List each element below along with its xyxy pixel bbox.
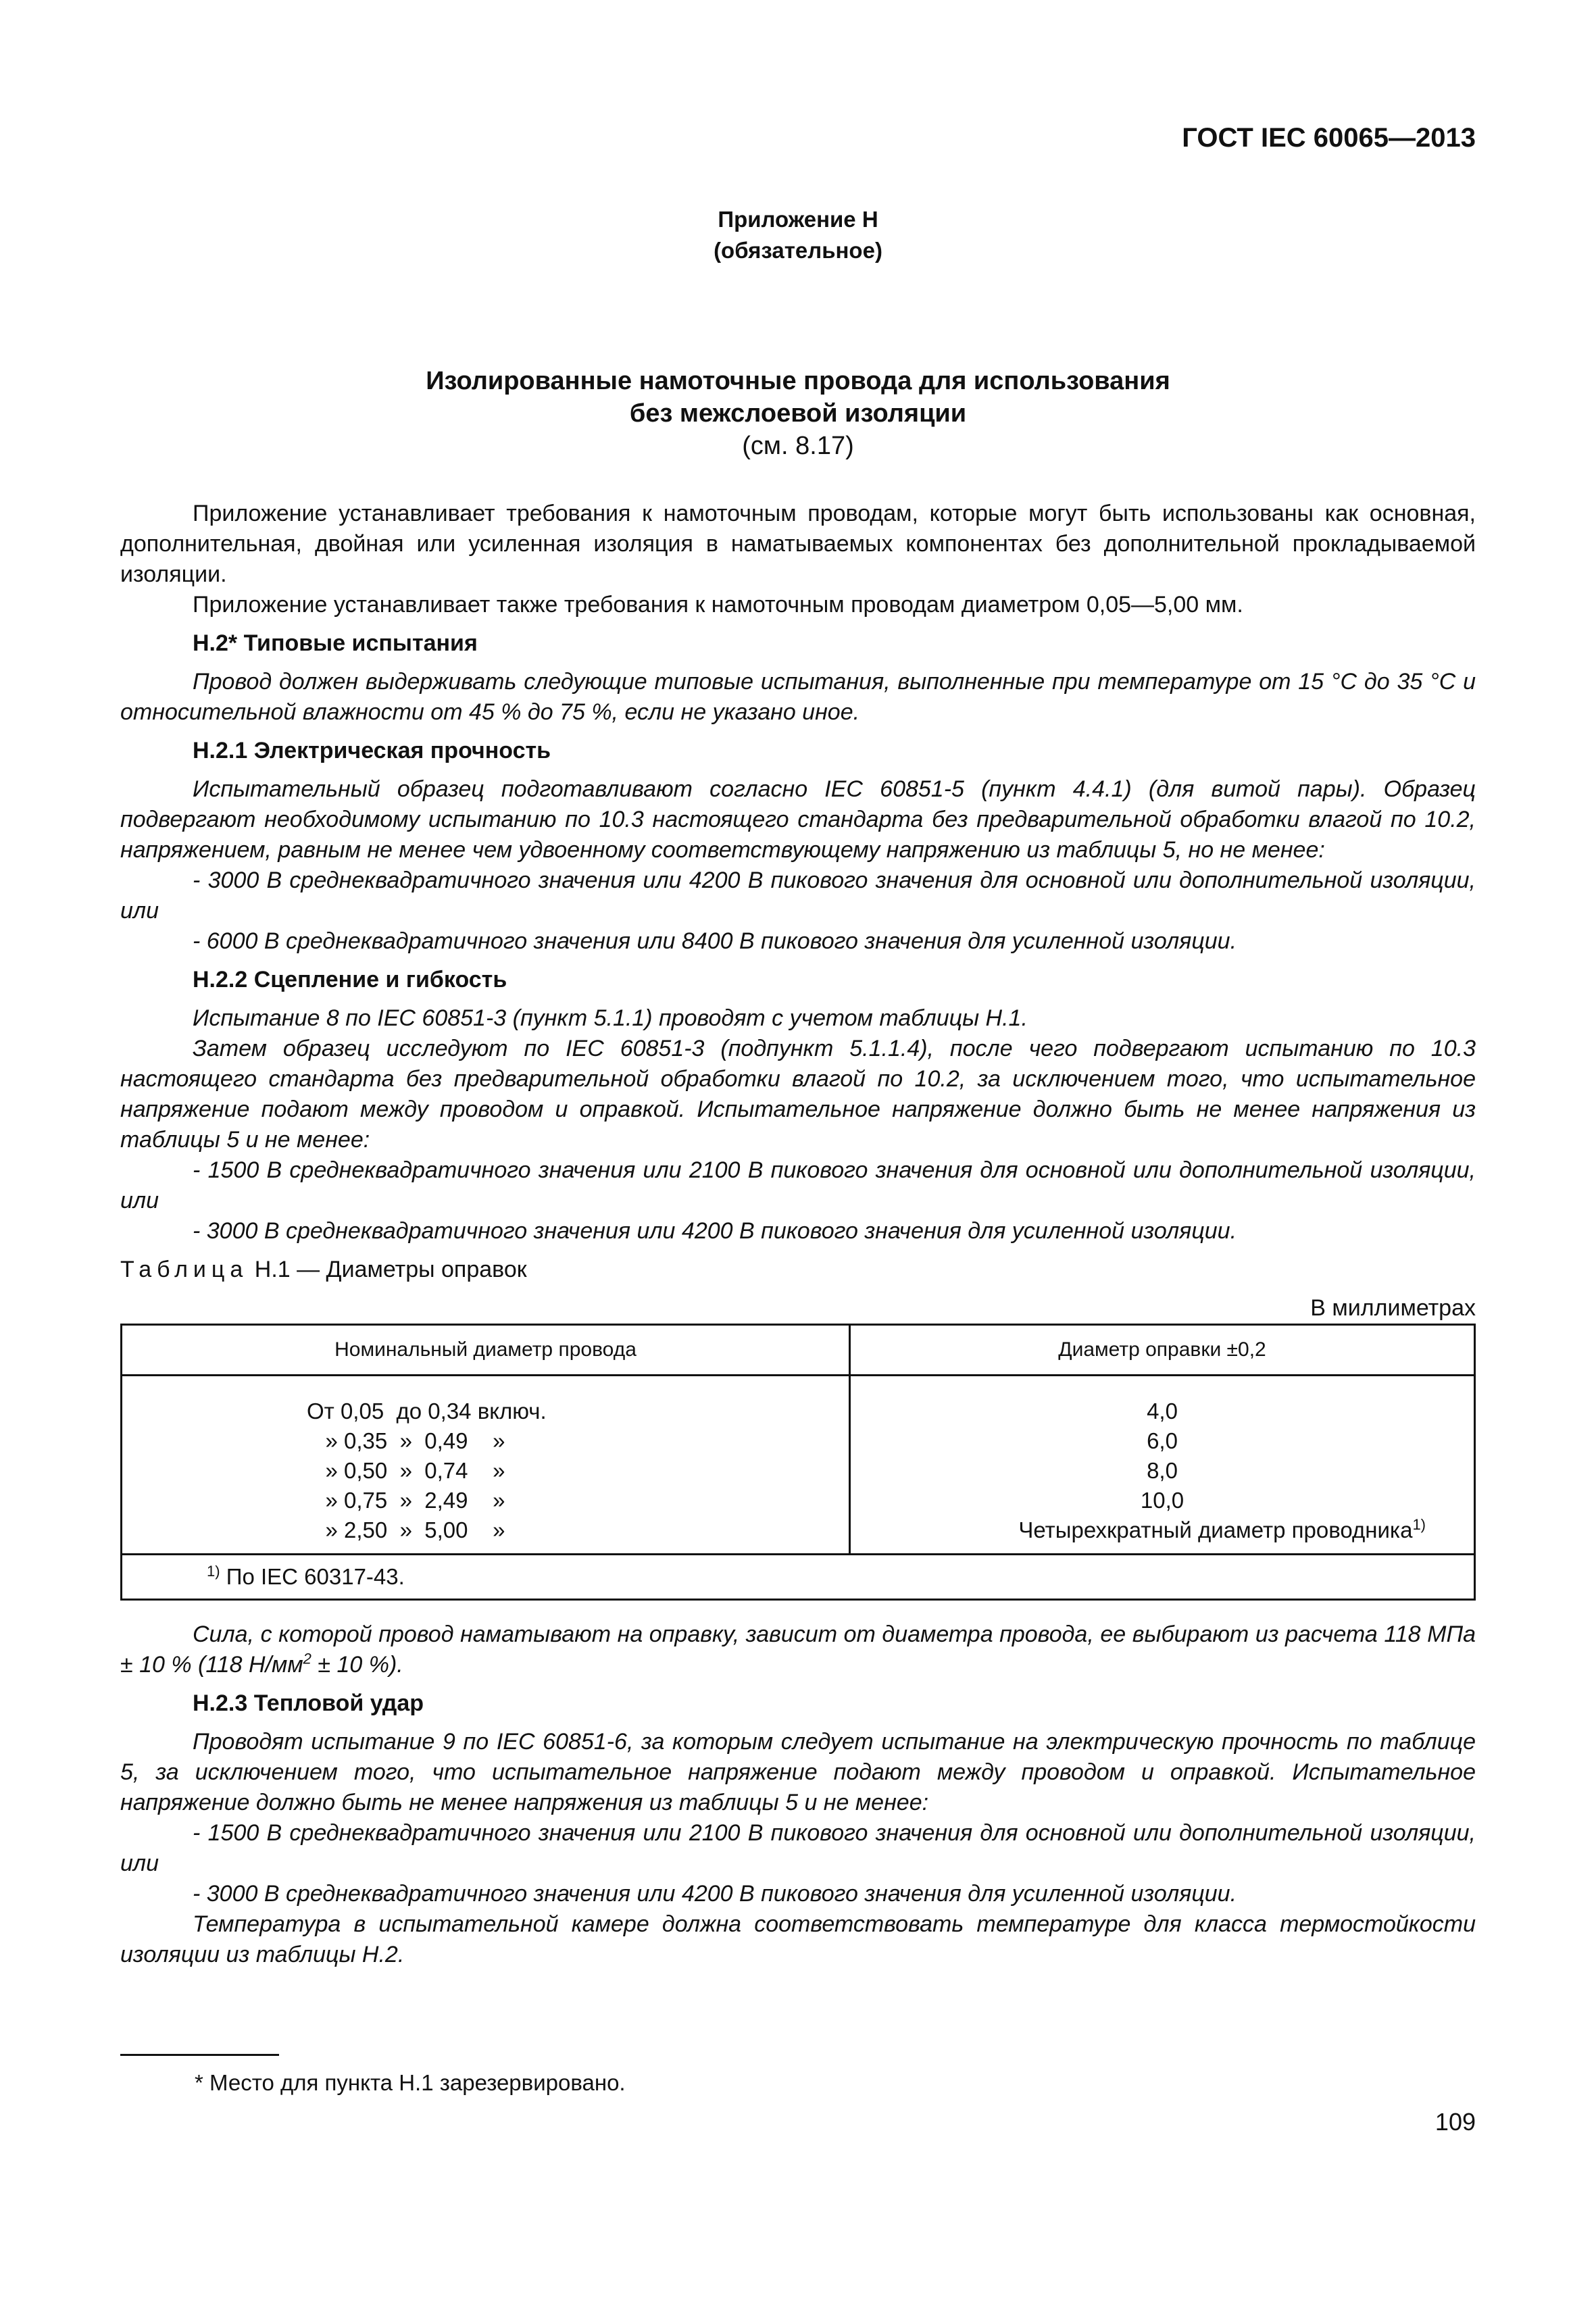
main-body xyxy=(120,499,1476,1970)
table-caption-word: Таблица xyxy=(120,1257,249,1282)
after-table-text-b: ± 10 %). xyxy=(311,1652,403,1678)
title-reference: (см. 8.17) xyxy=(742,432,854,460)
document-title xyxy=(0,365,1596,462)
section-h21-item-2: - 6000 В среднеквадратичного значения или 8400 В пикового значения для усиленной изоляции. xyxy=(193,928,1237,954)
table-footnote xyxy=(122,1555,1475,1600)
intro-paragraph-2: Приложение устанавливает также требования к намоточным проводам диаметром 0,05—5,00 мм. xyxy=(193,592,1243,618)
section-h2-heading: Н.2* Типовые испытания xyxy=(193,630,478,656)
title-line-1: Изолированные намоточные провода для использования xyxy=(426,367,1170,395)
section-h22-item-2: - 3000 В среднеквадратичного значения или 4200 В пикового значения для усиленной изоляции. xyxy=(193,1218,1237,1244)
table-header-wire-diameter: Номинальный диаметр провода xyxy=(122,1325,850,1376)
section-h2-text: Провод должен выдерживать следующие типовые испытания, выполненные при температуре от 15 °C до 35 °C и относительной влажности от 45 % до 75 %, если не указано иное. xyxy=(120,669,1476,725)
section-h23-heading: Н.2.3 Тепловой удар xyxy=(193,1690,424,1716)
table-cell-diameter: » 2,50 » 5,00 » xyxy=(307,1517,505,1542)
table-cell-mandrel-last xyxy=(851,1515,1426,1545)
mandrel-diameter-table xyxy=(120,1324,1476,1601)
table-cell-mandrel: 4,0 xyxy=(1147,1399,1178,1424)
table-cell-mandrel: 8,0 xyxy=(1147,1458,1178,1483)
section-h23-text: Проводят испытание 9 по IEC 60851-6, за которым следует испытание на электрическую прочность по таблице 5, за исключением того, что испытательное напряжение подают между проводом и оправкой. Испытательное напряжение должно быть не менее напряжения из таблицы 5 и не менее: xyxy=(120,1729,1476,1815)
section-h22-item-1: - 1500 В среднеквадратичного значения или 2100 В пикового значения для основной или дополнительной изоляции, или xyxy=(120,1157,1476,1213)
intro-paragraph-1: Приложение устанавливает требования к намоточным проводам, которые могут быть использованы как основная, дополнительная, двойная или усиленная изоляция в наматываемых компонентах без дополнительной прокладываемой изоляции. xyxy=(120,501,1476,587)
section-h23-item-1: - 1500 В среднеквадратичного значения или 2100 В пикового значения для основной или дополнительной изоляции, или xyxy=(120,1820,1476,1876)
table-cell-mandrel: 10,0 xyxy=(1140,1488,1184,1513)
section-h21-item-1: - 3000 В среднеквадратичного значения или 4200 В пикового значения для основной или дополнительной изоляции, или xyxy=(120,867,1476,924)
table-cell-diameter: » 0,75 » 2,49 » xyxy=(307,1488,505,1513)
annex-heading xyxy=(0,204,1596,266)
table-header-mandrel-diameter: Диаметр оправки ±0,2 xyxy=(850,1325,1475,1376)
annex-status: (обязательное) xyxy=(714,238,882,263)
table-units: В миллиметрах xyxy=(1310,1295,1476,1321)
after-table-sup: 2 xyxy=(303,1650,311,1667)
section-h22-text-1: Испытание 8 по IEC 60851-3 (пункт 5.1.1) проводят с учетом таблицы Н.1. xyxy=(193,1005,1028,1031)
standard-number: ГОСТ IEC 60065—2013 xyxy=(1182,123,1476,153)
table-footnote-ref: 1) xyxy=(1412,1516,1426,1533)
section-h21-text: Испытательный образец подготавливают согласно IEC 60851-5 (пункт 4.4.1) (для витой пары). Образец подвергают необходимому испытанию по 10.3 настоящего стандарта без предварительной обработки влагой по 10.2, напряжением, равным не менее чем удвоенному соответствующему напряжению из таблицы 5, но не менее: xyxy=(120,776,1476,863)
mandrel-diameter-column xyxy=(850,1376,1475,1555)
table-footnote-text: По IEC 60317-43. xyxy=(220,1564,405,1589)
table-cell-diameter: » 0,50 » 0,74 » xyxy=(307,1458,505,1483)
title-line-2: без межслоевой изоляции xyxy=(629,399,967,428)
page-footnote: * Место для пункта Н.1 зарезервировано. xyxy=(195,2070,626,2095)
section-h23-text-2: Температура в испытательной камере должна соответствовать температуре для класса термостойкости изоляции из таблицы Н.2. xyxy=(120,1911,1476,1967)
table-cell-diameter: От 0,05 до 0,34 включ. xyxy=(307,1399,547,1424)
annex-title: Приложение Н xyxy=(718,207,878,232)
section-h22-text-2: Затем образец исследуют по IEC 60851-3 (подпункт 5.1.1.4), после чего подвергают испытанию по 10.3 настоящего стандарта без предварительной обработки влагой по 10.2, за исключением того, что испытательное напряжение подают между проводом и оправкой. Испытательное напряжение должно быть не менее напряжения из таблицы 5 и не менее: xyxy=(120,1036,1476,1153)
section-h23-item-2: - 3000 В среднеквадратичного значения или 4200 В пикового значения для усиленной изоляции. xyxy=(193,1881,1237,1907)
section-h21-heading: Н.2.1 Электрическая прочность xyxy=(193,738,551,763)
after-table-text-a: Сила, с которой провод наматывают на оправку, зависит от диаметра провода, ее выбирают из расчета 118 МПа ± 10 % (118 Н/мм xyxy=(120,1621,1476,1678)
table-caption xyxy=(120,1255,1476,1285)
after-table-paragraph xyxy=(120,1619,1476,1680)
table-cell-mandrel: 6,0 xyxy=(1147,1428,1178,1453)
table-body-row xyxy=(122,1376,1475,1555)
table-cell-diameter: » 0,35 » 0,49 » xyxy=(307,1428,505,1453)
page-number: 109 xyxy=(1435,2108,1476,2136)
table-cell-mandrel-text: Четырехкратный диаметр проводника xyxy=(1018,1517,1413,1542)
footnote-divider xyxy=(120,2054,279,2056)
table-caption-rest: Н.1 — Диаметры оправок xyxy=(248,1257,527,1282)
wire-diameter-column xyxy=(122,1376,850,1555)
section-h22-heading: Н.2.2 Сцепление и гибкость xyxy=(193,967,507,992)
table-footnote-mark: 1) xyxy=(207,1563,220,1580)
